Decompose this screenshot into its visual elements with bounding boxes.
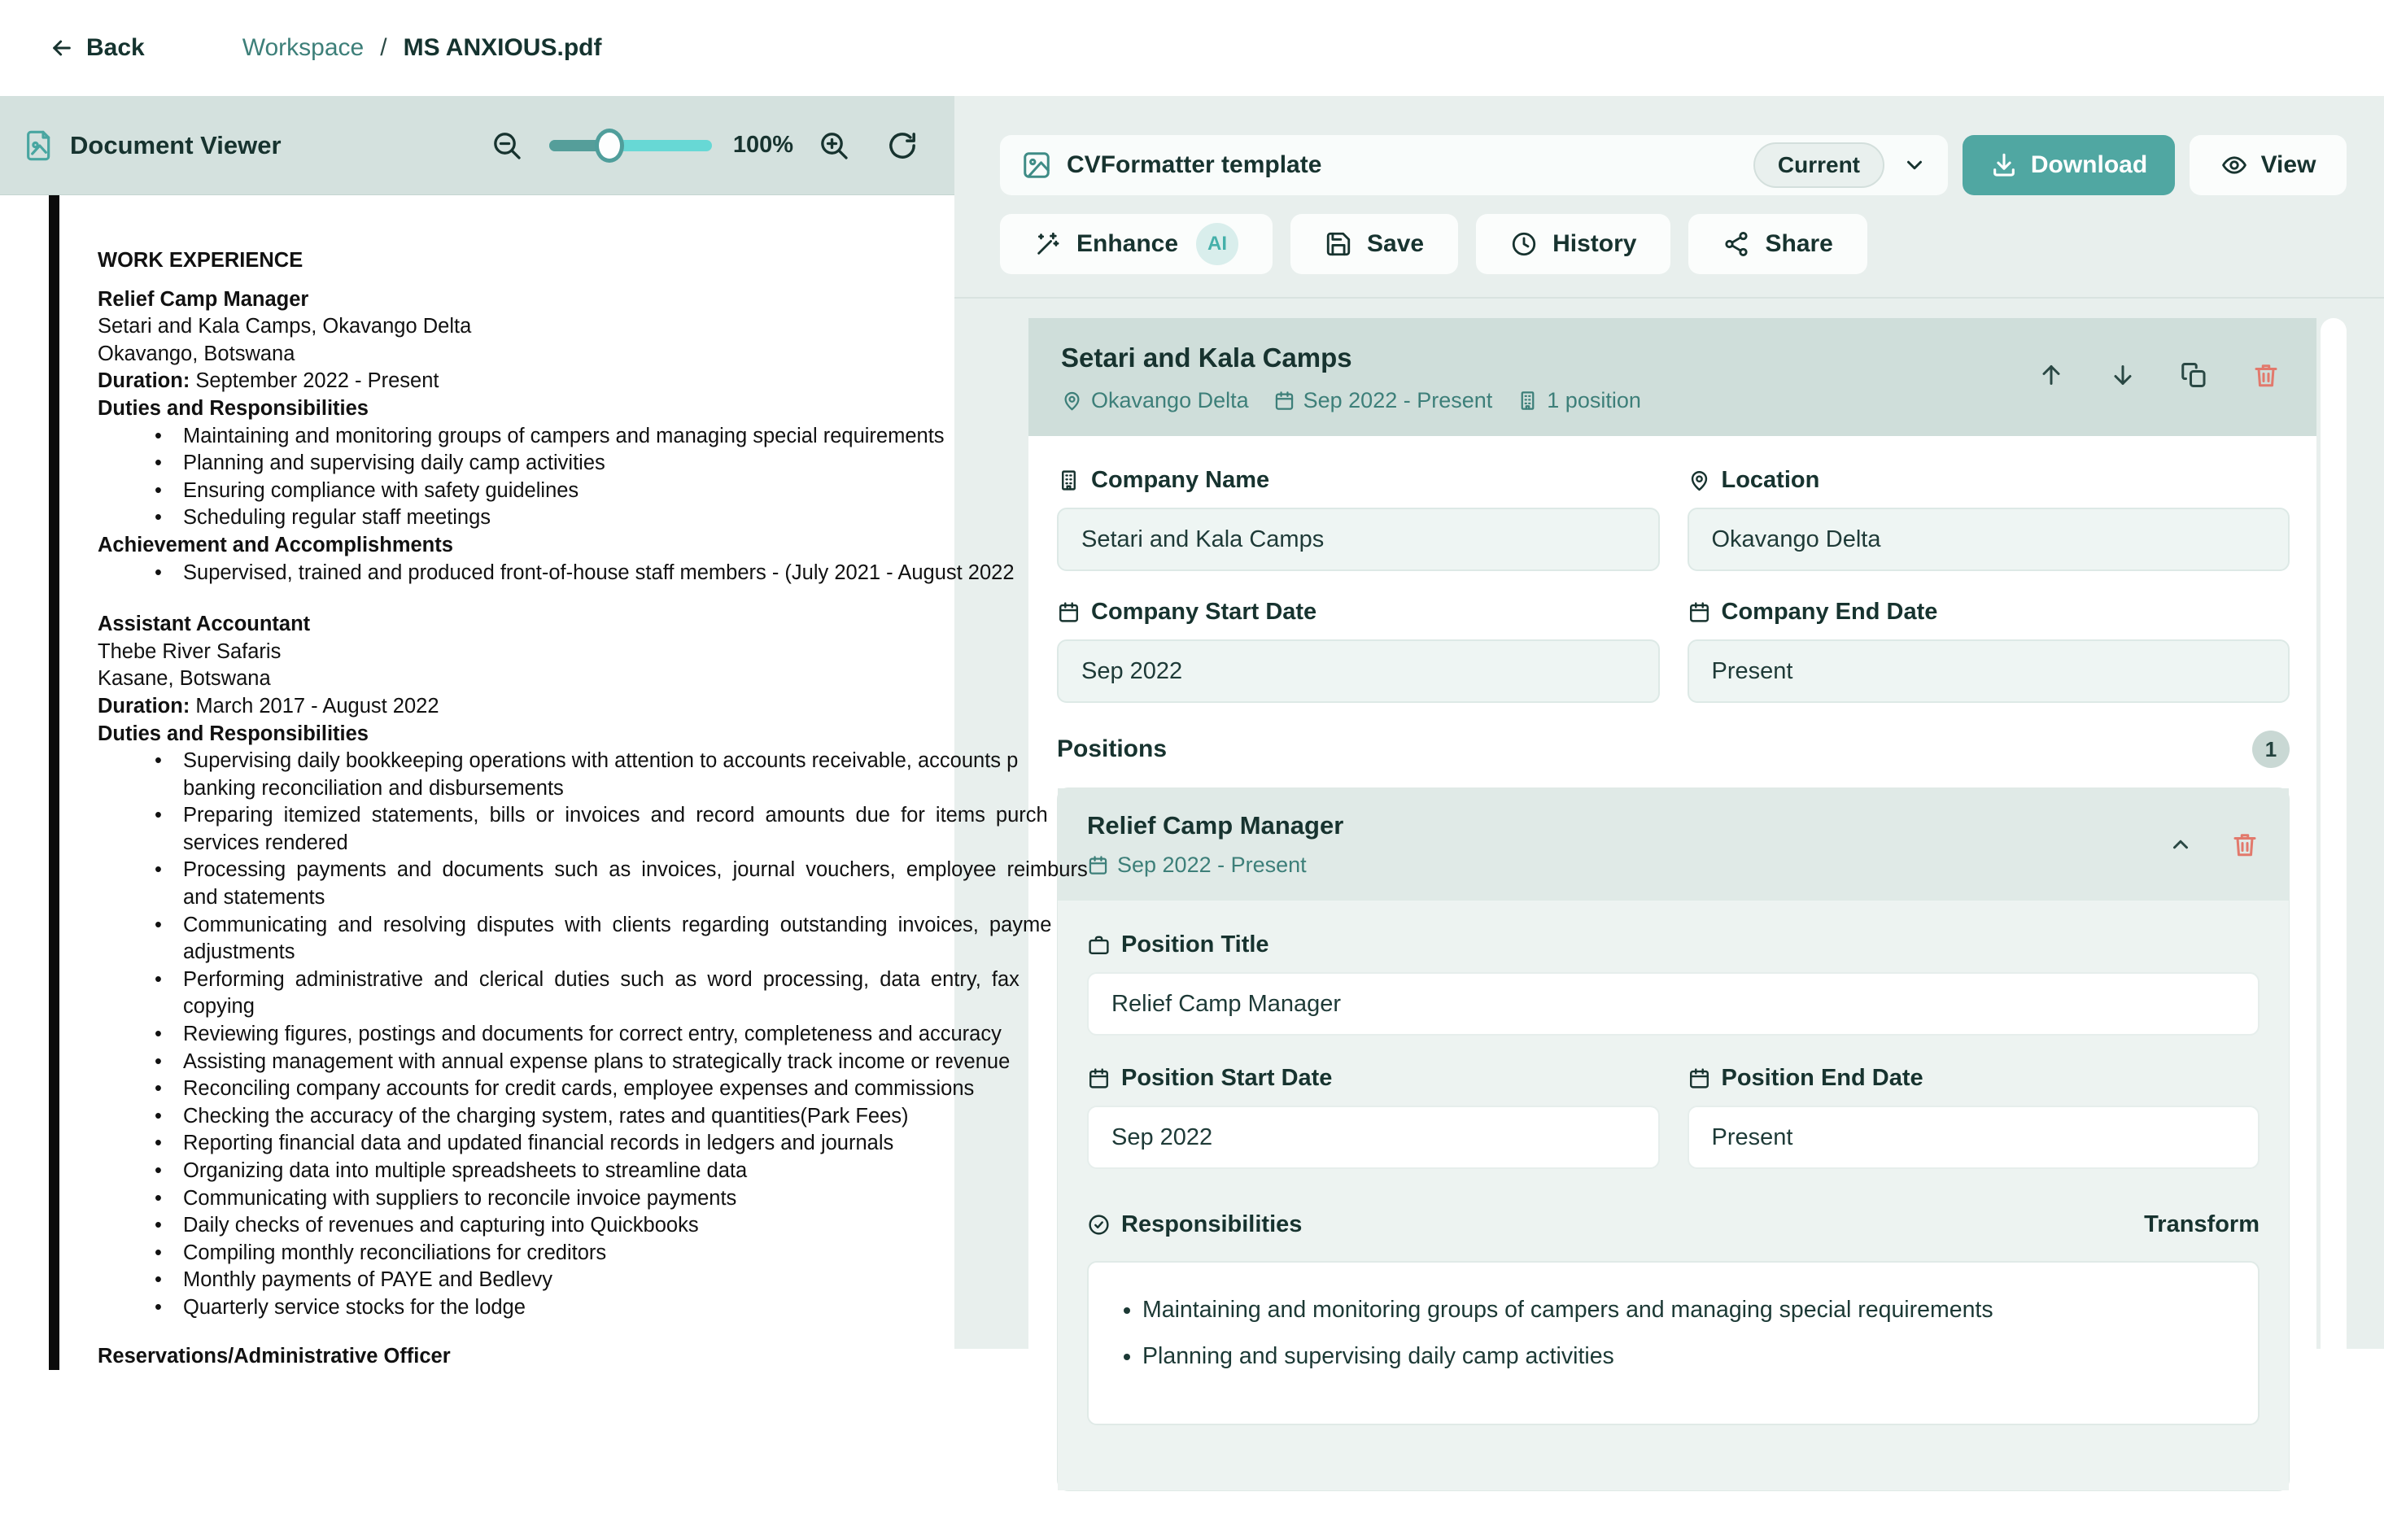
pdf-line: Reservations/Administrative Officer [98, 1344, 451, 1368]
pdf-line: adjustments [183, 940, 295, 964]
company-card-actions [2037, 360, 2281, 390]
field-position-title [1087, 931, 2260, 1036]
pdf-line: • Reviewing figures, postings and documents for correct entry, completeness and accuracy [98, 1021, 1237, 1049]
pdf-line [98, 587, 1237, 611]
pdf-line: Duties and Responsibilities [98, 722, 369, 745]
chevron-down-icon[interactable] [1902, 153, 1927, 177]
transform-button[interactable]: Transform [2144, 1211, 2260, 1237]
view-button[interactable] [2190, 135, 2347, 195]
pdf-line: • Assisting management with annual expense plans to strategically track income or revenue [98, 1049, 1237, 1076]
company-name-label-text: Company Name [1091, 467, 1270, 493]
pdf-line: • Reconciling company accounts for credit cards, employee expenses and commissions [98, 1075, 1237, 1103]
location-label [1688, 467, 2290, 494]
pdf-line: • Ensuring compliance with safety guidelines [98, 478, 1237, 505]
pdf-line: Duties and Responsibilities [98, 396, 369, 420]
enhance-label: Enhance [1076, 230, 1179, 257]
responsibilities-box[interactable] [1087, 1261, 2260, 1425]
breadcrumb-separator: / [380, 34, 387, 61]
pdf-line: • Supervising daily bookkeeping operations with attention to accounts receivable, accounts p [98, 748, 1237, 775]
scrollbar[interactable] [2321, 318, 2347, 1540]
field-company-end [1688, 599, 2290, 703]
editor-actions-row [1000, 135, 2347, 195]
pdf-line: • Planning and supervising daily camp activities [98, 450, 1237, 478]
delete-icon[interactable] [2251, 360, 2281, 390]
view-label: View [2260, 151, 2316, 178]
history-button[interactable] [1476, 214, 1670, 274]
calendar-icon [1688, 600, 1711, 624]
position-end-input[interactable] [1688, 1106, 2260, 1169]
pdf-line: copying [183, 995, 255, 1019]
company-end-input[interactable] [1688, 639, 2290, 703]
pdf-line: • Checking the accuracy of the charging system, rates and quantities(Park Fees) [98, 1103, 1237, 1131]
responsibility-item: • Maintaining and monitoring groups of campers and managing special requirements [1142, 1297, 2229, 1324]
document-image-icon [23, 129, 55, 162]
pdf-line: • Communicating with suppliers to reconcile invoice payments [98, 1185, 1237, 1213]
zoom-out-icon[interactable] [491, 129, 523, 162]
company-card-header [1028, 318, 2316, 436]
position-card-body [1058, 901, 2289, 1490]
pdf-line: • Daily checks of revenues and capturing into Quickbooks [98, 1212, 1237, 1240]
position-date-fields [1087, 1065, 2260, 1169]
arrow-left-icon [49, 35, 75, 61]
position-card-actions [2168, 830, 2260, 859]
duplicate-icon[interactable] [2180, 360, 2209, 390]
pdf-line: Okavango, Botswana [98, 342, 295, 365]
share-label: Share [1765, 230, 1833, 257]
share-button[interactable] [1688, 214, 1867, 274]
main-layout [0, 96, 2384, 1369]
template-title: CVFormatter template [1067, 151, 1322, 178]
calendar-icon [1273, 390, 1295, 412]
position-title-input[interactable] [1087, 972, 2260, 1036]
pdf-line: • Performing administrative and clerical duties such as word processing, data entry, fax [98, 966, 1237, 994]
pdf-line: • Preparing itemized statements, bills or invoices and record amounts due for items purch [98, 802, 1237, 830]
location-pin-icon [1061, 390, 1083, 412]
pdf-line [98, 1322, 1237, 1343]
position-end-label-text: Position End Date [1721, 1065, 1923, 1091]
pdf-line: • Maintaining and monitoring groups of campers and managing special requirements [98, 423, 1237, 451]
positions-label: Positions [1057, 735, 1168, 762]
field-position-end [1688, 1065, 2260, 1169]
back-button[interactable] [49, 34, 145, 62]
position-title-label-text: Position Title [1121, 931, 1269, 958]
position-start-label-text: Position Start Date [1121, 1065, 1333, 1091]
responsibilities-label-text: Responsibilities [1121, 1211, 1303, 1237]
pdf-line: • Communicating and resolving disputes with clients regarding outstanding invoices, payme [98, 912, 1237, 940]
position-end-label [1688, 1065, 2260, 1092]
pdf-line: Thebe River Safaris [98, 639, 282, 663]
pdf-line [98, 275, 1237, 286]
position-card-header [1058, 788, 2289, 901]
location-pin-icon [1688, 469, 1711, 492]
position-card [1057, 787, 2290, 1491]
field-location [1688, 467, 2290, 571]
company-fields [1057, 467, 2290, 703]
pdf-line: Duration: March 2017 - August 2022 [98, 694, 439, 718]
pdf-line: • Organizing data into multiple spreadsheets to streamline data [98, 1158, 1237, 1185]
responsibilities-row [1087, 1211, 2260, 1238]
zoom-level-value: 100% [732, 132, 793, 158]
collapse-chevron-up-icon[interactable] [2168, 832, 2193, 857]
pdf-line: Kasane, Botswana [98, 667, 271, 691]
back-label: Back [86, 34, 145, 61]
document-viewer-panel [0, 96, 1088, 1368]
pdf-page-edge [49, 195, 59, 1370]
viewer-title [23, 129, 282, 162]
template-image-icon [1021, 150, 1052, 181]
zoom-in-icon[interactable] [818, 129, 850, 162]
company-card-meta [1061, 388, 2284, 413]
pdf-line: • Supervised, trained and produced front-of-house staff members - (July 2021 - August 2022 [98, 560, 1237, 587]
positions-row [1057, 731, 2290, 768]
location-label-text: Location [1721, 467, 1820, 493]
meta-location [1061, 388, 1249, 413]
pdf-line: services rendered [183, 831, 348, 854]
company-card-title: Setari and Kala Camps [1061, 342, 1352, 373]
meta-positions [1517, 388, 1641, 413]
save-label: Save [1367, 230, 1425, 257]
location-input[interactable] [1688, 508, 2290, 571]
pdf-line: banking reconciliation and disbursements [183, 776, 564, 800]
template-bar [1000, 135, 1948, 195]
position-card-title: Relief Camp Manager [1087, 811, 1344, 840]
pdf-line: Duration: September 2022 - Present [98, 369, 439, 393]
company-end-label [1688, 599, 2290, 626]
delete-position-icon[interactable] [2230, 830, 2260, 859]
responsibility-item: • Planning and supervising daily camp activities [1142, 1343, 2229, 1370]
pdf-page[interactable] [0, 195, 1088, 1370]
meta-location-text: Okavango Delta [1091, 388, 1249, 412]
pdf-line: WORK EXPERIENCE [98, 249, 303, 272]
move-down-icon[interactable] [2108, 360, 2137, 390]
download-label: Download [2030, 151, 2148, 178]
pdf-line: Assistant Accountant [98, 613, 311, 636]
company-end-label-text: Company End Date [1721, 599, 1938, 625]
zoom-slider-thumb[interactable] [595, 129, 624, 163]
pdf-line: • Quarterly service stocks for the lodge [98, 1294, 1237, 1322]
viewer-toolbar [0, 96, 954, 195]
pdf-line: • Compiling monthly reconciliations for creditors [98, 1240, 1237, 1267]
pdf-line: • Scheduling regular staff meetings [98, 504, 1237, 532]
share-icon [1723, 230, 1750, 258]
viewer-title-label: Document Viewer [70, 130, 282, 159]
pdf-line: • Monthly payments of PAYE and Bedlevy [98, 1267, 1237, 1294]
pdf-line: • Processing payments and documents such as invoices, journal vouchers, employee reimburs [98, 857, 1237, 884]
top-bar [0, 0, 2384, 96]
history-clock-icon [1510, 230, 1538, 258]
responsibilities-list [1118, 1297, 2229, 1370]
save-icon [1325, 230, 1352, 258]
meta-positions-text: 1 position [1547, 388, 1641, 412]
pdf-line: Achievement and Accomplishments [98, 533, 453, 556]
calendar-icon [1688, 1067, 1711, 1090]
template-version-badge[interactable]: Current [1753, 142, 1884, 188]
position-card-dates-text: Sep 2022 - Present [1117, 853, 1307, 877]
pdf-line: Relief Camp Manager [98, 287, 309, 311]
pdf-line: • Reporting financial data and updated financial records in ledgers and journals [98, 1130, 1237, 1158]
breadcrumb-file: MS ANXIOUS.pdf [403, 34, 602, 61]
pdf-line: Setari and Kala Camps, Okavango Delta [98, 315, 472, 338]
breadcrumb [242, 34, 602, 62]
history-label: History [1552, 230, 1637, 257]
eye-icon [2220, 151, 2248, 179]
ai-badge: AI [1196, 223, 1238, 265]
save-button[interactable] [1290, 214, 1458, 274]
meta-dates [1273, 388, 1493, 413]
position-title-label [1087, 931, 2260, 958]
download-icon [1990, 151, 2018, 179]
move-up-icon[interactable] [2037, 360, 2066, 390]
company-start-label-text: Company Start Date [1091, 599, 1317, 625]
positions-count-badge: 1 [2252, 731, 2290, 768]
breadcrumb-workspace[interactable]: Workspace [242, 34, 365, 61]
pdf-line: and statements [183, 886, 325, 910]
refresh-icon[interactable] [886, 129, 919, 162]
building-icon [1517, 390, 1539, 412]
meta-dates-text: Sep 2022 - Present [1303, 388, 1493, 412]
download-button[interactable] [1963, 135, 2175, 195]
zoom-slider[interactable] [549, 140, 712, 151]
